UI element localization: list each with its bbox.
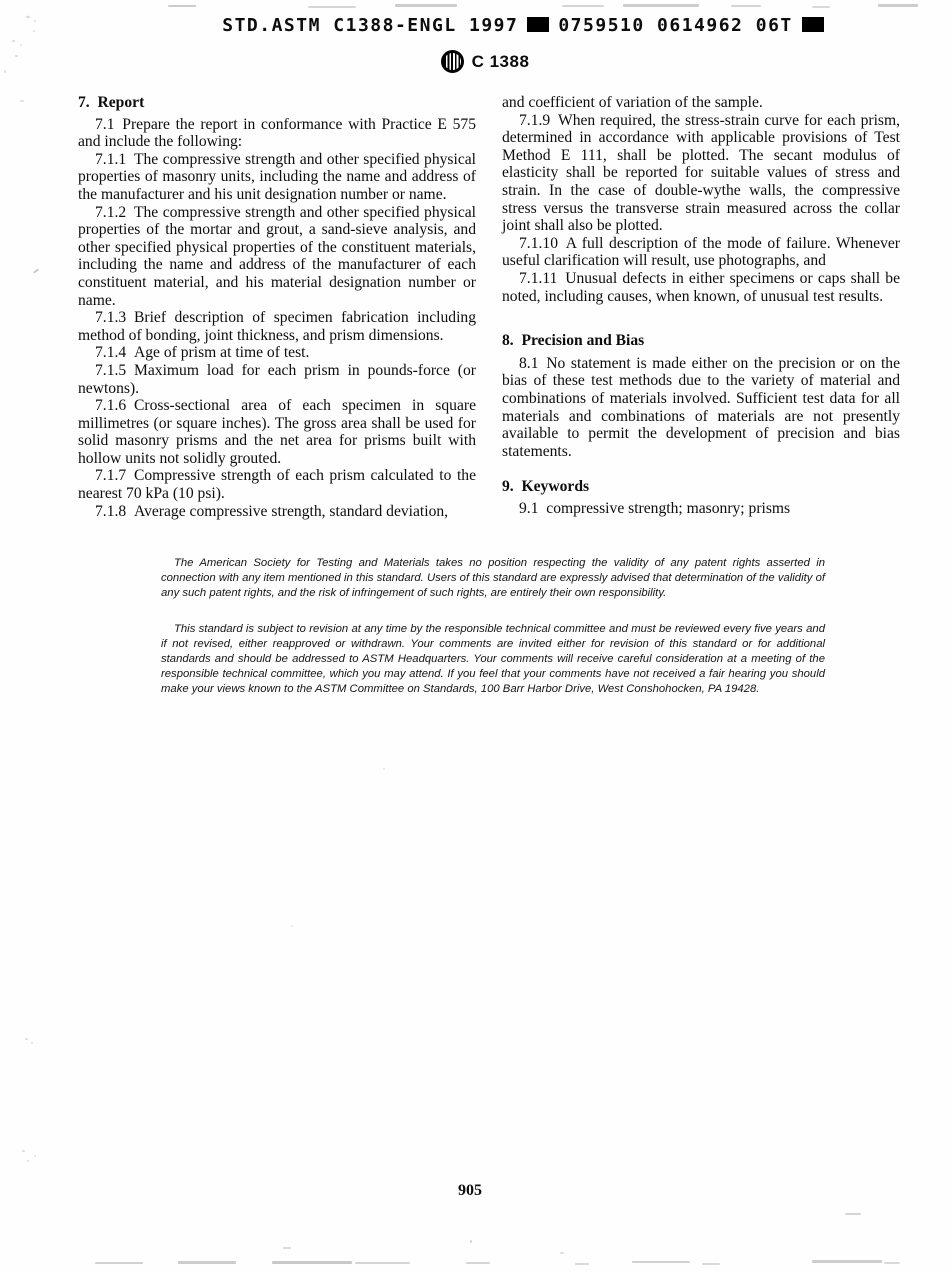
- scan-artifact: [702, 1263, 720, 1265]
- scan-artifact: [383, 768, 385, 770]
- scan-artifact: [308, 6, 356, 8]
- barcode-block-icon: [802, 17, 824, 32]
- section-7-heading: 7. Report: [78, 94, 145, 111]
- scan-artifact: [355, 1262, 410, 1264]
- para-7-1-8-continuation: and coefficient of variation of the sample.: [502, 94, 763, 111]
- barcode-block-icon: [527, 17, 549, 32]
- scan-artifact: [272, 1261, 352, 1264]
- scan-artifact: [20, 44, 22, 46]
- section-9-heading: 9. Keywords: [502, 478, 590, 496]
- scan-artifact: [845, 1213, 861, 1215]
- para-7-1-6: 7.1.6 Cross-sectional area of each specimen in square millimetres (or square inches). The gross area shall be used for solid masonry prisms and the net area for prisms built with hollow units not solidly grouted.: [78, 397, 476, 467]
- para-7-1-8: 7.1.8 Average compressive strength, standard deviation,: [95, 502, 449, 520]
- scan-artifact: [575, 1263, 589, 1265]
- revision-note: This standard is subject to revision at any time by the responsible technical committee and must be reviewed every five years and if not revised, either reapproved or withdrawn. Your comments are invited either for revision of this standard or for additional standards and should be addressed to ASTM Headquarters. Your comments will receive careful consideration at a meeting of the responsible technical committee, which you may attend. If you feel that your comments have not received a fair hearing you should make your views known to the ASTM Committee on Standards, 100 Barr Harbor Drive, West Conshohocken, PA 19428.: [161, 622, 825, 696]
- standard-designation: STD.ASTM C1388-ENGL 1997: [222, 15, 519, 36]
- scan-artifact: [178, 1261, 236, 1264]
- scan-artifact: [470, 1240, 472, 1243]
- scan-artifact: [731, 5, 761, 7]
- scan-artifact: [466, 1262, 490, 1264]
- doc-number: C 1388: [471, 51, 530, 71]
- left-column: [78, 94, 476, 520]
- scan-artifact: [22, 1150, 25, 1152]
- para-7-1-11: 7.1.11 Unusual defects in either specimens or caps shall be noted, including causes, when known, of unusual test results.: [502, 269, 900, 305]
- para-7-1-3: 7.1.3 Brief description of specimen fabrication including method of bonding, joint thickness, and prism dimensions.: [78, 309, 476, 344]
- scan-artifact: [12, 40, 15, 43]
- para-7-1-10: 7.1.10 A full description of the mode of failure. Whenever useful clarification will result, use photographs, and: [502, 234, 900, 270]
- scan-artifact: [27, 1160, 29, 1162]
- page-number: 905: [458, 1182, 482, 1199]
- scan-artifact: [884, 1262, 900, 1264]
- astm-logo-icon: [441, 50, 464, 73]
- scan-artifact: [878, 4, 918, 7]
- right-column: [502, 94, 900, 520]
- scan-artifact: [812, 6, 830, 8]
- para-7-1-5: 7.1.5 Maximum load for each prism in pounds-force (or newtons).: [78, 361, 476, 397]
- scan-artifact: [25, 1038, 28, 1040]
- scan-artifact: [34, 20, 36, 22]
- scan-artifact: [632, 1261, 690, 1263]
- patent-note: The American Society for Testing and Materials takes no position respecting the validity of any patent rights asserted in connection with any item mentioned in this standard. Users of this standard are expressly advised that determination of the validity of any such patent rights, and the risk of infringement of such rights, are entirely their own responsibility.: [161, 557, 825, 600]
- scan-artifact: [95, 1262, 143, 1264]
- para-7-1-4: 7.1.4 Age of prism at time of test.: [95, 344, 310, 362]
- para-7-1-2: 7.1.2 The compressive strength and other specified physical properties of the mortar and grout, a sand-sieve analysis, and other specified physical properties of the constituent materials, including the name and address of the manufacturer of each constituent material, and his material designation number or name.: [78, 203, 476, 309]
- scan-artifact: [168, 5, 196, 7]
- scan-artifact: [34, 1155, 36, 1157]
- para-7-1-9: 7.1.9 When required, the stress-strain curve for each prism, determined in accordance with applicable provisions of Test Method E 111, shall be plotted. The secant modulus of elasticity shall be reported for suitable values of stress and strain. In the case of double-wythe walls, the compressive stress versus the transverse strain measured across the collar joint shall also be plotted.: [502, 111, 900, 235]
- scan-artifact: [395, 4, 457, 7]
- scan-artifact: [560, 1252, 564, 1254]
- body-columns: [78, 94, 900, 520]
- para-7-1: 7.1 Prepare the report in conformance with Practice E 575 and include the following:: [78, 115, 476, 151]
- document-control-number: 0759510 0614962 06T: [558, 15, 793, 36]
- para-7-1-7: 7.1.7 Compressive strength of each prism calculated to the nearest 70 kPa (10 psi).: [78, 467, 476, 503]
- para-9-1: 9.1 compressive strength; masonry; prisms: [519, 499, 791, 517]
- scan-header-line: [105, 15, 950, 36]
- scan-artifact: [4, 70, 6, 73]
- scan-artifact: [562, 5, 604, 7]
- doc-id-line: [10, 50, 950, 73]
- scan-artifact: [33, 30, 35, 32]
- scan-artifact: [15, 55, 18, 57]
- scan-artifact: [291, 925, 293, 927]
- scan-artifact: [33, 268, 39, 273]
- section-8-heading: 8. Precision and Bias: [502, 332, 645, 350]
- para-7-1-1: 7.1.1 The compressive strength and other specified physical properties of masonry units, including the name and address of the manufacturer and his unit designation number or name.: [78, 150, 476, 203]
- para-8-1: 8.1 No statement is made either on the precision or on the bias of these test methods due to the variety of material and combinations of materials involved. Sufficient test data for all materials and combinations of materials are not presently available to permit the development of precision and bias statements.: [502, 354, 900, 460]
- scan-artifact: [26, 15, 30, 18]
- scan-artifact: [812, 1260, 882, 1263]
- scan-artifact: [283, 1247, 291, 1249]
- footnotes: [161, 556, 825, 698]
- scan-artifact: [31, 1042, 33, 1044]
- scan-artifact: [20, 100, 24, 102]
- scan-artifact: [623, 4, 699, 7]
